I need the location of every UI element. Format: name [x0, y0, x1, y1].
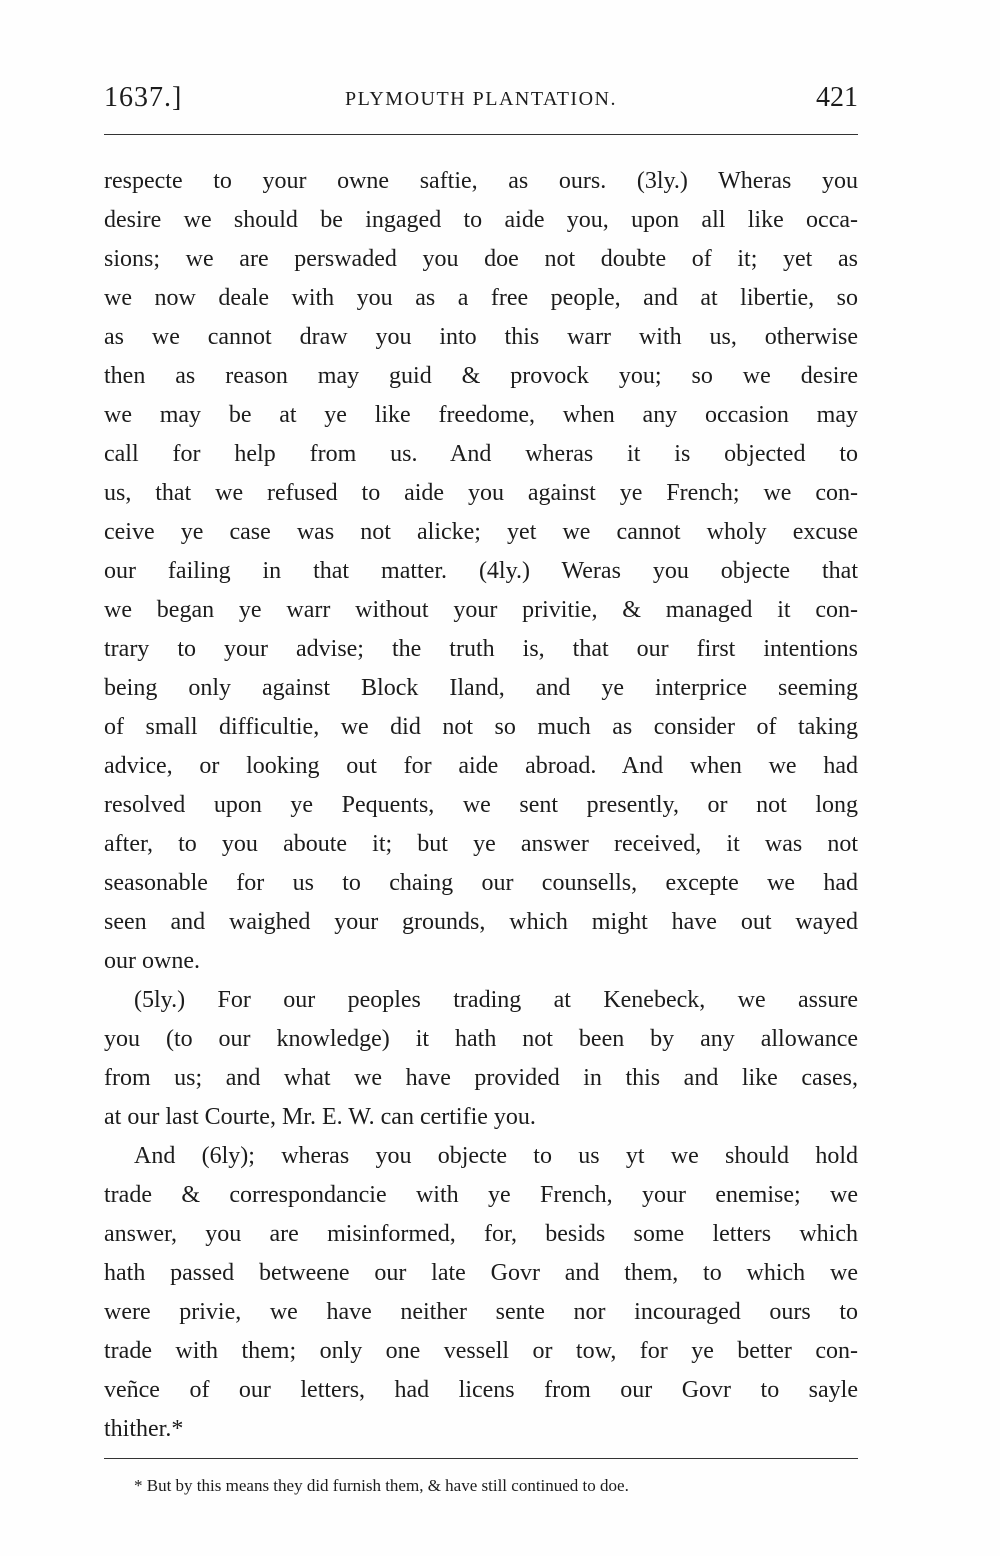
text-line: sions; we are perswaded you doe not doubte of it; yet as [104, 246, 858, 272]
header-title: PLYMOUTH PLANTATION. [345, 88, 617, 110]
footnote: * But by this means they did furnish them, & have still continued to doe. [134, 1476, 629, 1495]
text-line: at our last Courte, Mr. E. W. can certifie you. [104, 1104, 536, 1130]
text-line: our owne. [104, 948, 200, 974]
text-line: our failing in that matter. (4ly.) Weras you objecte that [104, 558, 858, 584]
text-line: thither.* [104, 1416, 184, 1442]
text-line: of small difficultie, we did not so much as consider of taking [104, 714, 858, 740]
text-line: you (to our knowledge) it hath not been by any allowance [104, 1026, 858, 1052]
text-line: after, to you aboute it; but ye answer received, it was not [104, 831, 858, 857]
body-text [104, 162, 858, 1449]
text-line: we began ye warr without your privitie, & managed it con- [104, 597, 858, 623]
text-line: ceive ye case was not alicke; yet we cannot wholy excuse [104, 519, 858, 545]
text-line: answer, you are misinformed, for, besids some letters which [104, 1221, 858, 1247]
text-line: desire we should be ingaged to aide you, upon all like occa- [104, 207, 858, 233]
text-line: from us; and what we have provided in this and like cases, [104, 1065, 858, 1091]
text-line: call for help from us. And wheras it is objected to [104, 441, 858, 467]
text-line: trade with them; only one vessell or tow, for ye better con- [104, 1338, 858, 1364]
text-line: us, that we refused to aide you against ye French; we con- [104, 480, 858, 506]
text-line: resolved upon ye Pequents, we sent presently, or not long [104, 792, 858, 818]
text-line: And (6ly); wheras you objecte to us yt we should hold [134, 1143, 858, 1169]
text-line: being only against Block Iland, and ye interprice seeming [104, 675, 858, 701]
text-line: were privie, we have neither sente nor incouraged ours to [104, 1299, 858, 1325]
text-line: respecte to your owne saftie, as ours. (3ly.) Wheras you [104, 168, 858, 194]
text-line: (5ly.) For our peoples trading at Kenebeck, we assure [134, 987, 858, 1013]
text-line: then as reason may guid & provock you; so we desire [104, 363, 858, 389]
text-line: hath passed betweene our late Govr and them, to which we [104, 1260, 858, 1286]
text-line: advice, or looking out for aide abroad. And when we had [104, 753, 858, 779]
text-line: we may be at ye like freedome, when any occasion may [104, 402, 858, 428]
text-line: seen and waighed your grounds, which might have out wayed [104, 909, 858, 935]
page-number: 421 [816, 82, 858, 113]
footnote-rule [104, 1458, 858, 1459]
text-line: seasonable for us to chaing our counsells, excepte we had [104, 870, 858, 896]
text-line: trary to your advise; the truth is, that our first intentions [104, 636, 858, 662]
text-line: as we cannot draw you into this warr with us, otherwise [104, 324, 858, 350]
text-line: we now deale with you as a free people, and at libertie, so [104, 285, 858, 311]
header-rule [104, 134, 858, 135]
running-header [104, 82, 858, 122]
header-year: 1637.] [104, 82, 183, 113]
text-line: trade & correspondancie with ye French, your enemise; we [104, 1182, 858, 1208]
text-line: veñce of our letters, had licens from our Govr to sayle [104, 1377, 858, 1403]
